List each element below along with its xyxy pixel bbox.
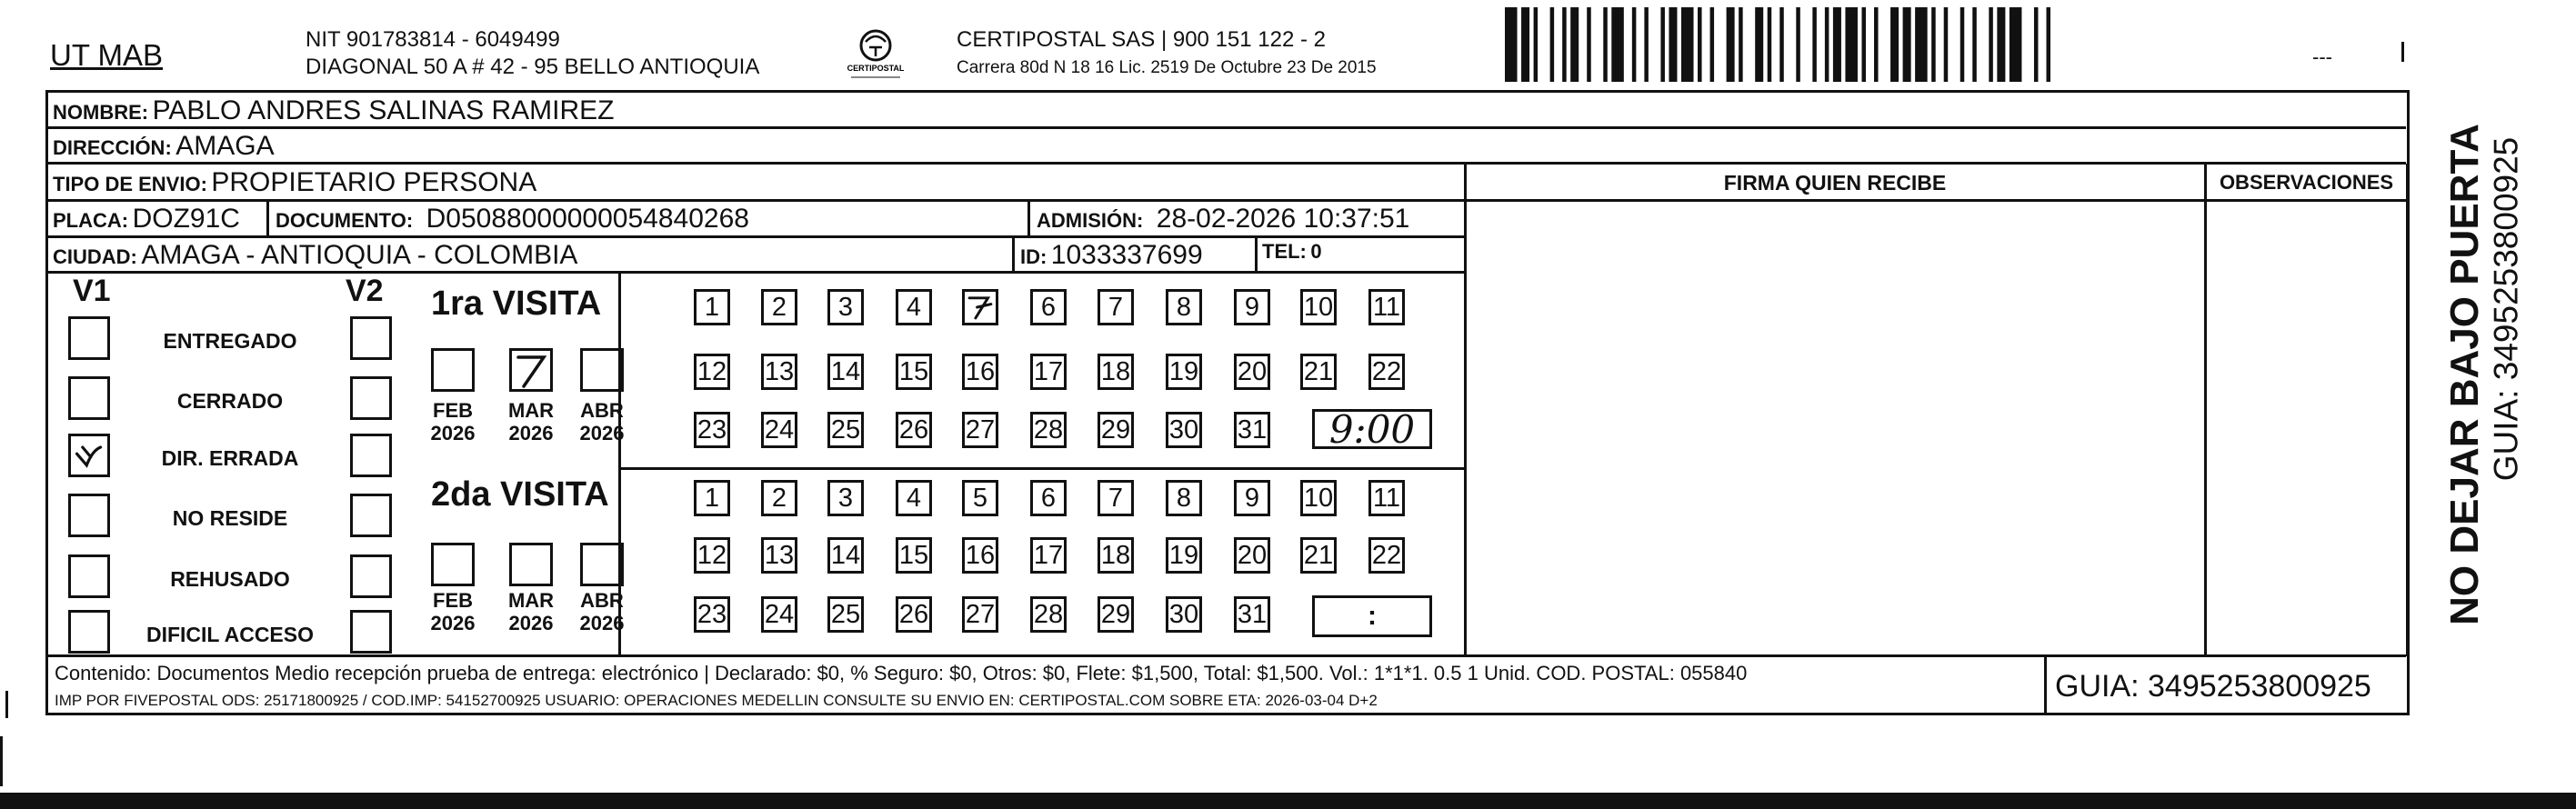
visit1-day-19-label: 19 [1168,356,1199,386]
firma-area[interactable] [1468,202,2202,653]
check-mark-icon [513,352,549,388]
visit2-month-feb-label: FEB 2026 [430,589,476,635]
nombre-label: NOMBRE: [53,101,149,124]
visit2-day-11-label: 11 [1372,483,1401,513]
visit2-day-16[interactable] [962,537,998,574]
visit2-day-22[interactable] [1368,537,1405,574]
visit1-day-18[interactable] [1098,354,1134,390]
visit1-month-mar-label: MAR 2026 [507,399,555,445]
company-address: Carrera 80d N 18 16 Lic. 2519 De Octubre 23 De 2015 [957,58,1377,77]
barcode-bar [1796,7,1800,82]
tipo-envio-value: PROPIETARIO PERSONA [211,167,537,197]
visit2-month-mar-checkbox[interactable] [509,543,553,586]
visit2-day-8-label: 8 [1176,483,1192,513]
v1-checkbox-dificil-acceso[interactable] [68,610,110,654]
visit2-day-16-label: 16 [965,540,996,570]
certipostal-logo [835,27,917,82]
visit1-day-12-label: 12 [697,356,727,386]
visit1-day-10-label: 10 [1303,292,1334,322]
visit1-day-2[interactable] [761,289,797,325]
visit2-day-20-label: 20 [1237,540,1268,570]
visit1-month-abr-checkbox[interactable] [580,348,624,392]
visit2-day-21-label: 21 [1303,540,1334,570]
visit2-day-23[interactable] [694,596,730,633]
v2-checkbox-dir-errada[interactable] [350,434,392,477]
barcode-bar [1611,7,1624,82]
barcode-bar [2034,7,2039,82]
barcode-bar [1997,7,2005,82]
barcode-bar [1660,7,1665,82]
sender-address: DIAGONAL 50 A # 42 - 95 BELLO ANTIOQUIA [306,55,760,79]
visit1-day-7[interactable] [1098,289,1134,325]
visit1-day-24[interactable] [761,412,797,448]
visit2-day-4[interactable] [896,480,932,516]
visit2-title: 2da VISITA [431,475,609,514]
visit1-day-1[interactable] [694,289,730,325]
check-mark-icon [73,438,105,473]
visit2-day-4-label: 4 [906,483,922,513]
visit2-day-31[interactable] [1234,596,1270,633]
visit1-day-15-label: 15 [898,356,929,386]
visit2-day-24[interactable] [761,596,797,633]
visit1-day-20-label: 20 [1237,356,1268,386]
visit2-day-3-label: 3 [837,483,854,513]
v1-header: V1 [73,274,111,308]
visit1-day-29-label: 29 [1100,414,1131,444]
ciudad-value: AMAGA - ANTIOQUIA - COLOMBIA [141,240,578,270]
barcode-bar [1779,7,1784,82]
visit2-day-15[interactable] [896,537,932,574]
documento-value: D05088000000054840268 [426,204,749,234]
barcode-bar [1833,7,1841,82]
visit2-month-feb-checkbox[interactable] [431,543,475,586]
visit2-month-abr-checkbox[interactable] [580,543,624,586]
barcode-bar [1644,7,1649,82]
status-label-rehusado: REHUSADO [170,567,290,591]
visit2-day-2[interactable] [761,480,797,516]
visit2-day-18-label: 18 [1100,540,1131,570]
visit2-month-abr-label: ABR 2026 [579,589,625,635]
visit1-day-31[interactable] [1234,412,1270,448]
barcode-bar [1915,7,1928,82]
visit2-day-8[interactable] [1166,480,1202,516]
v1-checkbox-cerrado[interactable] [68,376,110,420]
visit2-day-10[interactable] [1300,480,1337,516]
visit1-day-19[interactable] [1166,354,1202,390]
barcode-bar [1698,7,1702,82]
left-border-mark [5,691,8,718]
company-name: CERTIPOSTAL SAS | 900 151 122 - 2 [957,27,1326,52]
visit2-day-31-label: 31 [1237,599,1268,629]
visit2-day-7[interactable] [1098,480,1134,516]
visit1-day-28[interactable] [1030,412,1067,448]
visit1-day-30-label: 30 [1168,414,1199,444]
visit1-month-mar-checkbox[interactable] [509,348,553,392]
visit1-day-7-label: 7 [1108,292,1124,322]
visit2-day-6[interactable] [1030,480,1067,516]
barcode-bar [1861,7,1866,82]
id-value: 1033337699 [1050,240,1203,270]
admision-label: ADMISIÓN: [1037,209,1144,232]
visit2-day-27-label: 27 [965,599,996,629]
sender-nit: NIT 901783814 - 6049499 [306,27,560,52]
visit2-day-26[interactable] [896,596,932,633]
barcode-bar [1972,7,1977,82]
tel-value: 0 [1310,240,1322,263]
visit1-day-20[interactable] [1234,354,1270,390]
tel-label: TEL: [1262,240,1307,263]
visit2-day-10-label: 10 [1303,483,1334,513]
visit1-day-3[interactable] [827,289,864,325]
visit2-day-9-label: 9 [1244,483,1260,513]
visit1-day-13[interactable] [761,354,797,390]
observaciones-header: OBSERVACIONES [2219,171,2394,194]
barcode-bar [1603,7,1608,82]
barcode-bar [2010,7,2022,82]
visit2-day-18[interactable] [1098,537,1134,574]
visit2-day-19[interactable] [1166,537,1202,574]
visit1-day-25-label: 25 [830,414,861,444]
visit1-day-14[interactable] [827,354,864,390]
visit1-title: 1ra VISITA [431,285,602,323]
visit2-day-27[interactable] [962,596,998,633]
status-label-dificil-acceso: DIFICIL ACCESO [145,623,314,646]
barcode-bar [1874,7,1879,82]
visit2-day-1[interactable] [694,480,730,516]
visit1-day-16-label: 16 [965,356,996,386]
visit1-day-8[interactable] [1166,289,1202,325]
visit2-day-12[interactable] [694,537,730,574]
visit1-day-13-label: 13 [764,356,795,386]
visit1-day-9-label: 9 [1244,292,1260,322]
barcode-bar [1521,7,1529,82]
v2-checkbox-cerrado[interactable] [350,376,392,420]
placa-label: PLACA: [53,209,129,232]
svg-text:CERTIPOSTAL: CERTIPOSTAL [847,64,905,73]
status-label-no-reside: NO RESIDE [172,506,288,530]
visit2-day-5-label: 5 [972,483,988,513]
barcode-bar [1534,7,1539,82]
visit1-day-6[interactable] [1030,289,1067,325]
visit2-day-23-label: 23 [697,599,727,629]
no-dejar-bajo-puerta: NO DEJAR BAJO PUERTA [2442,124,2487,625]
lower-left-mark [0,736,3,786]
bottom-black-bar [0,793,2576,809]
visit2-day-24-label: 24 [764,599,795,629]
visit1-day-11[interactable] [1368,289,1405,325]
visit2-day-29[interactable] [1098,596,1134,633]
visit2-day-20[interactable] [1234,537,1270,574]
visit1-day-16[interactable] [962,354,998,390]
visit2-day-6-label: 6 [1040,483,1057,513]
v1-checkbox-rehusado[interactable] [68,554,110,598]
visit2-day-30-label: 30 [1168,599,1199,629]
visit2-day-1-label: 1 [704,483,720,513]
visit2-time[interactable] [1312,595,1432,637]
visit2-day-22-label: 22 [1371,540,1402,570]
visit1-day-27-label: 27 [965,414,996,444]
barcode-bar [1669,7,1677,82]
firma-header: FIRMA QUIEN RECIBE [1723,171,1947,195]
visit1-day-25[interactable] [827,412,864,448]
day-mark-icon [965,292,996,323]
visit2-day-25[interactable] [827,596,864,633]
v2-header: V2 [346,274,384,308]
barcode-bar [1681,7,1694,82]
barcode-bar [1989,7,1993,82]
vertical-guia: GUIA: 3495253800925 [2487,136,2525,482]
barcode-bar [1710,7,1715,82]
visit1-day-28-label: 28 [1033,414,1064,444]
visit1-day-26[interactable] [896,412,932,448]
barcode-bar [1903,7,1911,82]
visit2-day-19-label: 19 [1168,540,1199,570]
barcode-bar [1632,7,1637,82]
visit1-day-1-label: 1 [704,292,720,322]
visit1-day-27[interactable] [962,412,998,448]
visit1-day-23[interactable] [694,412,730,448]
visit1-day-9[interactable] [1234,289,1270,325]
barcode-bar [1587,7,1591,82]
visit1-day-23-label: 23 [697,414,727,444]
v2-checkbox-rehusado[interactable] [350,554,392,598]
footer-imp: IMP POR FIVEPOSTAL ODS: 25171800925 / COD.IMP: 54152700925 USUARIO: OPERACIONES MEDELLIN CONSULTE SU ENVIO EN: CERTIPOSTAL.COM SOBRE ETA: 2026-03-04 D+2 [55,692,1378,709]
visit2-day-11[interactable] [1368,480,1405,516]
visit1-day-5[interactable] [962,289,998,325]
visit1-day-29[interactable] [1098,412,1134,448]
visit2-day-14[interactable] [827,537,864,574]
visit1-day-10[interactable] [1300,289,1337,325]
barcode-bar [1812,7,1817,82]
visit1-day-30[interactable] [1166,412,1202,448]
v1-checkbox-dir-errada[interactable] [68,434,110,477]
visit2-month-mar-label: MAR 2026 [507,589,555,635]
visit2-day-13-label: 13 [764,540,795,570]
visit1-day-17[interactable] [1030,354,1067,390]
visit2-day-13[interactable] [761,537,797,574]
visit1-day-14-label: 14 [830,356,861,386]
visit2-day-17-label: 17 [1033,540,1064,570]
ciudad-label: CIUDAD: [53,245,137,268]
visit1-day-26-label: 26 [898,414,929,444]
visit1-day-21-label: 21 [1303,356,1334,386]
visit1-time-value: 9:00 [1328,406,1416,452]
visit1-day-12[interactable] [694,354,730,390]
corner-tick [2401,42,2404,62]
barcode-bar [2046,7,2050,82]
visit2-day-29-label: 29 [1100,599,1131,629]
barcode-bar [1931,7,1936,82]
visit2-time-value: : [1368,601,1377,631]
barcode-bar [1960,7,1965,82]
placa-value: DOZ91C [132,204,240,234]
visit1-day-4[interactable] [896,289,932,325]
visit2-day-3[interactable] [827,480,864,516]
visit1-day-31-label: 31 [1237,414,1268,444]
direccion-value: AMAGA [175,131,275,161]
visit2-day-28-label: 28 [1033,599,1064,629]
barcode-bar [1755,7,1763,82]
visit1-day-8-label: 8 [1176,292,1192,322]
dash-mark: --- [2312,45,2332,68]
visit1-day-24-label: 24 [764,414,795,444]
barcode-bar [1768,7,1772,82]
visit1-month-feb-label: FEB 2026 [430,399,476,445]
visit2-day-2-label: 2 [771,483,787,513]
visit1-day-22[interactable] [1368,354,1405,390]
visit2-day-30[interactable] [1166,596,1202,633]
footer-guia: GUIA: 3495253800925 [2055,669,2371,704]
id-label: ID: [1020,245,1047,268]
footer-contenido: Contenido: Documentos Medio recepción prueba de entrega: electrónico | Declarado: $0, % Seguro: $0, Otros: $0, Flete: $1,500, Total: $1,500. Vol.: 1*1*1. 0.5 1 Unid. COD. POSTAL: 055840 [55,662,1748,684]
visit1-month-abr-label: ABR 2026 [579,399,625,445]
visit1-time[interactable] [1312,406,1432,452]
visit2-day-7-label: 7 [1108,483,1124,513]
visit2-day-28[interactable] [1030,596,1067,633]
visit2-day-21[interactable] [1300,537,1337,574]
barcode-bar [1505,7,1518,82]
v1-checkbox-no-reside[interactable] [68,494,110,537]
tipo-envio-label: TIPO DE ENVIO: [53,173,207,195]
visit1-day-21[interactable] [1300,354,1337,390]
visit2-day-25-label: 25 [830,599,861,629]
visit2-day-5[interactable] [962,480,998,516]
visit1-day-17-label: 17 [1033,356,1064,386]
visit2-day-15-label: 15 [898,540,929,570]
status-label-cerrado: CERRADO [176,389,284,413]
visit1-day-6-label: 6 [1040,292,1057,322]
visit1-day-2-label: 2 [771,292,787,322]
visit1-day-15[interactable] [896,354,932,390]
visit2-day-14-label: 14 [830,540,861,570]
visit2-day-9[interactable] [1234,480,1270,516]
status-label-dir-errada: DIR. ERRADA [161,446,299,470]
barcode-bar [1845,7,1858,82]
visit1-day-3-label: 3 [837,292,854,322]
barcode [1505,7,2050,82]
v2-checkbox-entregado[interactable] [350,316,392,360]
v1-checkbox-entregado[interactable] [68,316,110,360]
visit2-day-12-label: 12 [697,540,727,570]
v2-checkbox-dificil-acceso[interactable] [350,610,392,654]
direccion-label: DIRECCIÓN: [53,136,172,159]
visit1-day-22-label: 22 [1371,356,1402,386]
status-label-entregado: ENTREGADO [163,329,297,353]
documento-label: DOCUMENTO: [276,209,414,232]
visit2-day-26-label: 26 [898,599,929,629]
barcode-bar [1825,7,1829,82]
barcode-bar [1562,7,1567,82]
sender-name: UT MAB [50,38,164,72]
v2-checkbox-no-reside[interactable] [350,494,392,537]
visit1-day-4-label: 4 [906,292,922,322]
barcode-bar [1727,7,1735,82]
visit1-day-11-label: 11 [1372,292,1401,322]
admision-value: 28-02-2026 10:37:51 [1156,204,1410,234]
observaciones-area[interactable] [2209,202,2404,653]
visit1-day-18-label: 18 [1100,356,1131,386]
visit2-day-17[interactable] [1030,537,1067,574]
barcode-bar [1890,7,1899,82]
nombre-value: PABLO ANDRES SALINAS RAMIREZ [152,95,615,125]
visit1-month-feb-checkbox[interactable] [431,348,475,392]
barcode-bar [1944,7,1949,82]
barcode-bar [1550,7,1555,82]
barcode-bar [1739,7,1743,82]
barcode-bar [1570,7,1579,82]
